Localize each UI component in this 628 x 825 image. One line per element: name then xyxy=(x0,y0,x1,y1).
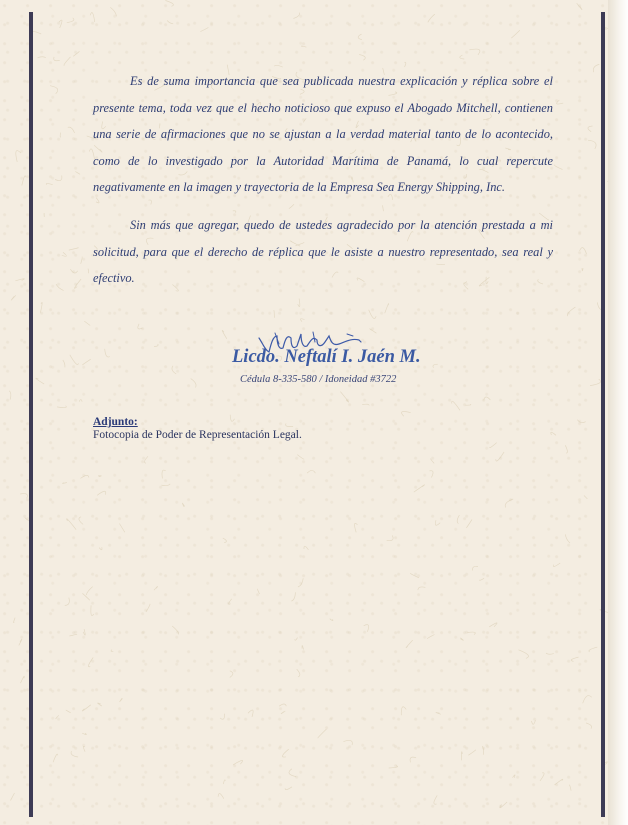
paper-fiber xyxy=(144,456,148,463)
paper-fiber xyxy=(580,248,587,254)
paper-fiber xyxy=(258,589,260,594)
paper-fiber xyxy=(431,459,435,464)
paper-fiber xyxy=(223,780,225,784)
paper-fiber xyxy=(154,344,158,347)
paper-fiber xyxy=(146,604,150,612)
paper-fiber xyxy=(484,397,491,400)
paper-fiber xyxy=(289,769,296,777)
paper-fiber xyxy=(56,715,59,719)
paper-fiber xyxy=(69,634,77,636)
paper-fiber xyxy=(36,378,44,384)
paper-fiber xyxy=(90,13,95,22)
paper-fiber xyxy=(88,658,93,667)
paper-fiber xyxy=(364,625,369,632)
paper-fiber xyxy=(69,248,79,250)
attachment-heading: Adjunto: xyxy=(93,416,138,428)
paper-fiber xyxy=(79,400,82,402)
paper-fiber xyxy=(65,598,70,606)
attachment-item: Fotocopia de Poder de Representación Legal. xyxy=(93,429,302,441)
paper-fiber xyxy=(343,740,352,745)
paper-fiber xyxy=(428,14,435,22)
paper-fiber xyxy=(120,698,123,702)
paper-fiber xyxy=(469,49,480,55)
paper-fiber xyxy=(297,455,304,460)
paper-fiber xyxy=(489,623,497,627)
paper-fiber xyxy=(149,200,152,205)
paper-fiber xyxy=(466,520,472,528)
paper-fiber xyxy=(281,711,285,714)
paper-fiber xyxy=(582,268,583,271)
left-border-rule xyxy=(29,12,33,817)
paper-fiber xyxy=(62,252,67,256)
paper-fiber xyxy=(467,632,475,635)
paper-fiber xyxy=(161,484,170,486)
paper-fiber xyxy=(383,205,384,211)
paper-fiber xyxy=(584,496,587,499)
paper-fiber xyxy=(233,760,242,764)
paper-fiber xyxy=(410,757,416,762)
paper-fiber xyxy=(230,415,234,422)
paper-fiber xyxy=(418,587,425,590)
paper-fiber xyxy=(82,594,89,601)
paper-fiber xyxy=(298,299,300,307)
paper-fiber xyxy=(465,404,470,405)
paper-fiber xyxy=(389,766,398,768)
page-edge-shadow xyxy=(608,0,628,825)
paper-fiber xyxy=(91,605,94,615)
paper-fiber xyxy=(99,547,102,550)
paper-fiber xyxy=(82,733,86,734)
paper-fiber xyxy=(354,523,357,532)
paper-fiber xyxy=(14,618,16,623)
paper-fiber xyxy=(586,723,592,729)
paper-fiber xyxy=(358,34,362,40)
paper-fiber xyxy=(15,279,24,281)
paper-fiber xyxy=(9,391,11,400)
paper-fiber xyxy=(577,3,582,9)
paper-fiber xyxy=(154,586,158,590)
paper-fiber xyxy=(172,626,179,634)
paper-fiber xyxy=(427,635,434,639)
paper-fiber xyxy=(553,563,560,567)
paper-fiber xyxy=(279,704,286,706)
paper-fiber xyxy=(68,127,75,133)
paper-fiber xyxy=(162,470,166,478)
paper-fiber xyxy=(297,669,300,677)
paper-fiber xyxy=(138,324,143,329)
signature-block xyxy=(215,330,455,390)
paper-fiber xyxy=(293,13,299,19)
paper-fiber xyxy=(330,619,333,621)
paper-fiber xyxy=(165,1,173,7)
paper-fiber xyxy=(588,126,593,132)
paper-fiber xyxy=(461,752,462,761)
paper-fiber xyxy=(300,319,304,322)
paper-fiber xyxy=(401,707,406,716)
paper-fiber xyxy=(105,349,110,357)
paper-fiber xyxy=(82,359,90,365)
paper-fiber xyxy=(414,485,425,492)
paper-fiber xyxy=(452,401,460,410)
paper-fiber xyxy=(298,578,303,587)
paper-fiber xyxy=(302,646,304,650)
paper-fiber xyxy=(457,515,459,524)
paper-fiber xyxy=(57,406,66,408)
paper-fiber xyxy=(84,321,90,325)
paper-fiber xyxy=(385,304,389,314)
paper-fiber xyxy=(172,366,176,374)
paper-fiber xyxy=(21,676,25,683)
paper-fiber xyxy=(86,587,92,596)
paper-fiber xyxy=(569,785,571,791)
paper-fiber xyxy=(53,754,58,762)
paper-fiber xyxy=(460,638,463,641)
paper-fiber xyxy=(406,640,413,648)
signer-credentials: Cédula 8-335-580 / Idoneidad #3722 xyxy=(240,374,397,385)
paper-fiber xyxy=(557,100,564,104)
paper-fiber xyxy=(473,566,478,570)
paper-fiber xyxy=(554,779,562,785)
paper-fiber xyxy=(98,703,102,706)
paper-fiber xyxy=(340,392,348,403)
paper-fiber xyxy=(50,86,58,94)
paper-fiber xyxy=(571,657,578,661)
paper-fiber xyxy=(59,20,62,28)
paper-fiber xyxy=(110,7,116,16)
paper-fiber xyxy=(70,269,77,273)
paper-fiber xyxy=(532,720,536,724)
paper-fiber xyxy=(81,257,82,264)
paper-fiber xyxy=(248,710,253,717)
paper-fiber xyxy=(302,46,307,47)
paper-fiber xyxy=(410,573,419,578)
paper-fiber xyxy=(291,592,295,601)
paper-fiber xyxy=(540,773,544,781)
paper-fiber xyxy=(282,749,288,757)
paper-fiber xyxy=(274,65,283,67)
paper-fiber xyxy=(583,696,592,704)
paper-fiber xyxy=(97,491,106,495)
paper-fiber xyxy=(511,30,520,38)
paper-fiber xyxy=(63,360,65,367)
paper-fiber xyxy=(593,64,599,72)
paper-fiber xyxy=(295,638,298,641)
paper-fiber xyxy=(11,295,15,300)
paper-fiber xyxy=(70,355,79,365)
paper-fiber xyxy=(480,578,484,580)
paper-fiber xyxy=(55,176,62,181)
paper-fiber xyxy=(40,302,42,312)
paper-fiber xyxy=(20,494,27,499)
paper-fiber xyxy=(220,714,225,720)
paper-fiber xyxy=(67,519,76,530)
paper-fiber xyxy=(230,671,233,678)
paper-fiber xyxy=(588,140,596,149)
paper-fiber xyxy=(74,279,81,288)
paper-fiber xyxy=(83,629,85,635)
signer-name: Licdo. Neftalí I. Jaén M. xyxy=(232,347,421,367)
paper-fiber xyxy=(71,751,78,757)
paper-fiber xyxy=(182,503,184,507)
paper-fiber xyxy=(565,445,567,453)
paper-fiber xyxy=(430,471,434,478)
paper-fiber xyxy=(289,204,294,208)
paper-fiber xyxy=(82,705,90,711)
paper-fiber xyxy=(490,443,497,448)
paper-fiber xyxy=(22,176,26,186)
paper-fiber xyxy=(218,794,224,799)
paper-fiber xyxy=(286,423,293,426)
paper-fiber xyxy=(274,310,275,317)
paper-fiber xyxy=(318,729,327,738)
paper-fiber xyxy=(519,650,529,659)
paper-fiber xyxy=(500,802,507,808)
body-paragraph-2: Sin más que agregar, quedo de ustedes agradecido por la atención prestada a mi solicitud, para que el derecho de réplica que le asiste a nuestro representado, sea real y efectivo. xyxy=(93,218,553,285)
paper-fiber xyxy=(16,151,21,162)
paper-fiber xyxy=(460,55,465,59)
paper-fiber xyxy=(200,27,208,31)
body-paragraph-1: Es de suma importancia que sea publicada nuestra explicación y réplica sobre el presente tema, toda vez que el hecho noticioso que expuso el Abogado Mitchell, contienen una serie de afirmaciones que no se ajustan a la verdad material tanto de lo acontecido, como de lo investigado por la Autoridad Marítima de Panamá, lo cual repercute negativamente en la imagen y trayectoria de la Empresa Sea Energy Shipping, Inc. xyxy=(93,74,553,194)
paper-fiber xyxy=(567,307,575,316)
paper-fiber xyxy=(387,535,393,540)
paper-fiber xyxy=(46,183,52,184)
paper-fiber xyxy=(468,750,476,755)
paper-fiber xyxy=(229,599,232,604)
paper-fiber xyxy=(546,653,554,654)
paper-fiber xyxy=(505,499,513,508)
paper-fiber xyxy=(64,57,71,66)
paper-fiber xyxy=(404,62,405,67)
right-border-rule xyxy=(601,12,605,817)
paper-fiber xyxy=(482,746,483,755)
paper-fiber xyxy=(73,51,79,56)
paper-fiber xyxy=(434,795,437,804)
paper-fiber xyxy=(589,647,597,652)
paper-fiber xyxy=(435,520,440,525)
paper-fiber xyxy=(436,712,441,714)
paper-fiber xyxy=(369,310,376,319)
paper-fiber xyxy=(496,452,504,461)
paper-fiber xyxy=(56,284,64,290)
paper-fiber xyxy=(66,710,71,713)
paper-fiber xyxy=(54,57,60,61)
paper-fiber xyxy=(119,524,124,533)
paper-fiber xyxy=(362,404,369,405)
paper-fiber xyxy=(62,483,66,484)
paper-fiber xyxy=(191,379,196,388)
paper-fiber xyxy=(167,21,173,24)
paper-fiber xyxy=(19,639,22,645)
paper-fiber xyxy=(81,475,89,478)
paper-fiber xyxy=(67,18,74,23)
paper-fiber xyxy=(402,411,411,416)
paper-fiber xyxy=(590,379,601,385)
paper-fiber xyxy=(83,746,85,751)
paper-fiber xyxy=(285,787,292,790)
paper-fiber xyxy=(513,775,515,778)
paper-fiber xyxy=(11,793,15,800)
paper-fiber xyxy=(88,269,89,274)
paper-fiber xyxy=(75,171,80,174)
paper-fiber xyxy=(551,432,556,435)
paper-fiber xyxy=(79,517,83,525)
paper-fiber xyxy=(554,165,562,170)
paper-fiber xyxy=(111,650,113,652)
paper-fiber xyxy=(307,470,315,473)
paper-fiber xyxy=(577,420,585,423)
paper-fiber xyxy=(223,538,227,543)
paper-fiber xyxy=(98,476,101,477)
paper-fiber xyxy=(566,534,571,543)
paper-fiber xyxy=(38,57,46,58)
paper-fiber xyxy=(60,133,61,138)
paper-fiber xyxy=(32,31,41,34)
paper-fiber xyxy=(359,55,365,61)
paper-fiber xyxy=(304,546,308,550)
